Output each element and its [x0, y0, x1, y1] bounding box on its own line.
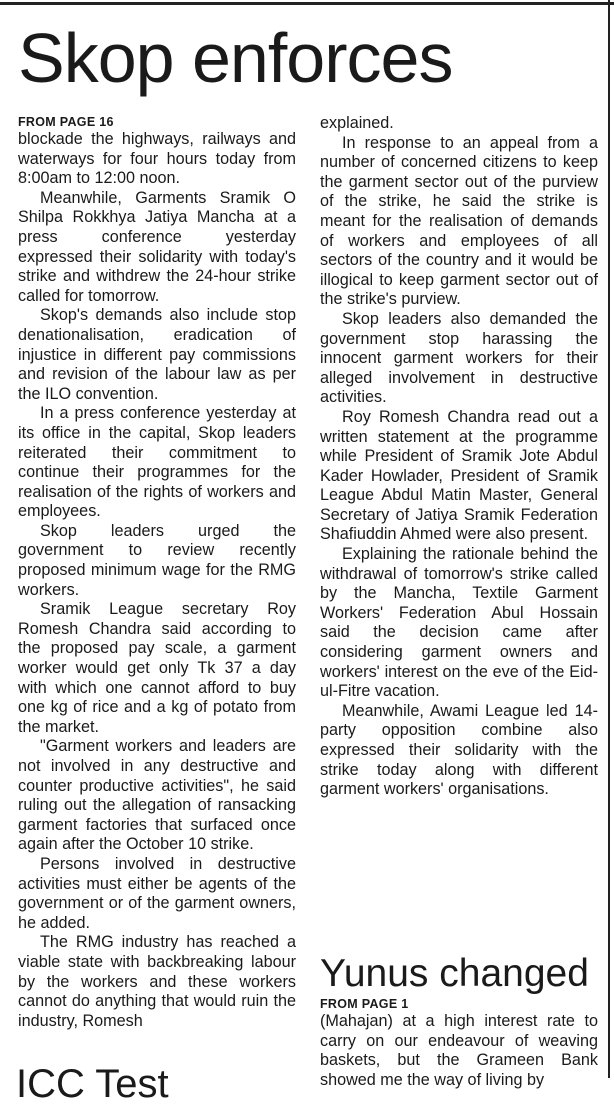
story-column-2 [320, 114, 598, 800]
paragraph: (Mahajan) at a high interest rate to carry on our endeavour of weaving baskets, but the Grameen Bank showed me the way of living by [320, 1012, 598, 1089]
story-column-1 [18, 114, 296, 1059]
paragraph: blockade the highways, railways and waterways for four hours today from 8:00am to 12:00 noon. [18, 130, 296, 188]
paragraph: Explaining the rationale behind the withdrawal of tomorrow's strike called by the Mancha, Textile Garment Workers' Federation Abul Hossain said the decision came after considering garment owners and workers' interest on the eve of the Eid-ul-Fitre vacation. [320, 545, 598, 701]
paragraph: Persons involved in destructive activities must either be agents of the government or of the garment owners, he added. [18, 854, 296, 932]
paragraph: Sramik League secretary Roy Romesh Chandra said according to the proposed pay scale, a garment worker would get only Tk 37 a day with which one cannot afford to buy one kg of rice and a kg of potato from the market. [18, 600, 296, 736]
headline-skop: Skop enforces [18, 19, 453, 97]
paragraph: Skop leaders urged the government to review recently proposed minimum wage for the RMG workers. [18, 521, 296, 599]
jump-label: FROM PAGE 16 [18, 115, 114, 129]
jump-label: FROM PAGE 1 [320, 997, 409, 1011]
paragraph: Roy Romesh Chandra read out a written statement at the programme while President of Sramik Jote Abdul Kader Howlader, President of Sramik League Abdul Matin Master, General Secretary of Jatiya Sramik Federation Shafiuddin Ahmed were also present. [320, 407, 598, 544]
headline-clipped: ICC Test [16, 1062, 169, 1106]
paragraph: explained. [320, 114, 394, 132]
paragraph: Meanwhile, Garments Sramik O Shilpa Rokkhya Jatiya Mancha at a press conference yesterday expressed their solidarity with today's strike and withdrew the 24-hour strike called for tomorrow. [18, 188, 296, 305]
paragraph: The RMG industry has reached a viable state with backbreaking labour by the workers and these workers cannot do anything that would ruin the industry, Romesh [18, 933, 296, 1030]
column-edge-rule [608, 0, 610, 1078]
paragraph: Skop leaders also demanded the government stop harassing the innocent garment workers for their alleged involvement in destructive activities. [320, 309, 598, 407]
story-column-3 [320, 996, 598, 1089]
paragraph: Meanwhile, Awami League led 14-party opposition combine also expressed their solidarity with the strike today along with different garment workers' organisations. [320, 701, 598, 799]
paragraph: In a press conference yesterday at its office in the capital, Skop leaders reiterated their commitment to continue their programmes for the realisation of the rights of workers and employees. [18, 404, 296, 521]
paragraph: "Garment workers and leaders are not involved in any destructive and counter productive activities", he said ruling out the allegation of ransacking garment factories that surfaced once again after the October 10 strike. [18, 737, 296, 854]
paragraph: In response to an appeal from a number of concerned citizens to keep the garment sector out of the purview of the strike, he said the strike is meant for the realisation of demands of workers and employees of all sectors of the country and it would be illogical to keep garment sector out of the strike's purview. [320, 133, 598, 309]
paragraph: Skop's demands also include stop denationalisation, eradication of injustice in different pay commissions and revision of the labour law as per the ILO convention. [18, 306, 296, 403]
top-rule [0, 2, 614, 5]
headline-yunus: Yunus changed [320, 952, 589, 995]
